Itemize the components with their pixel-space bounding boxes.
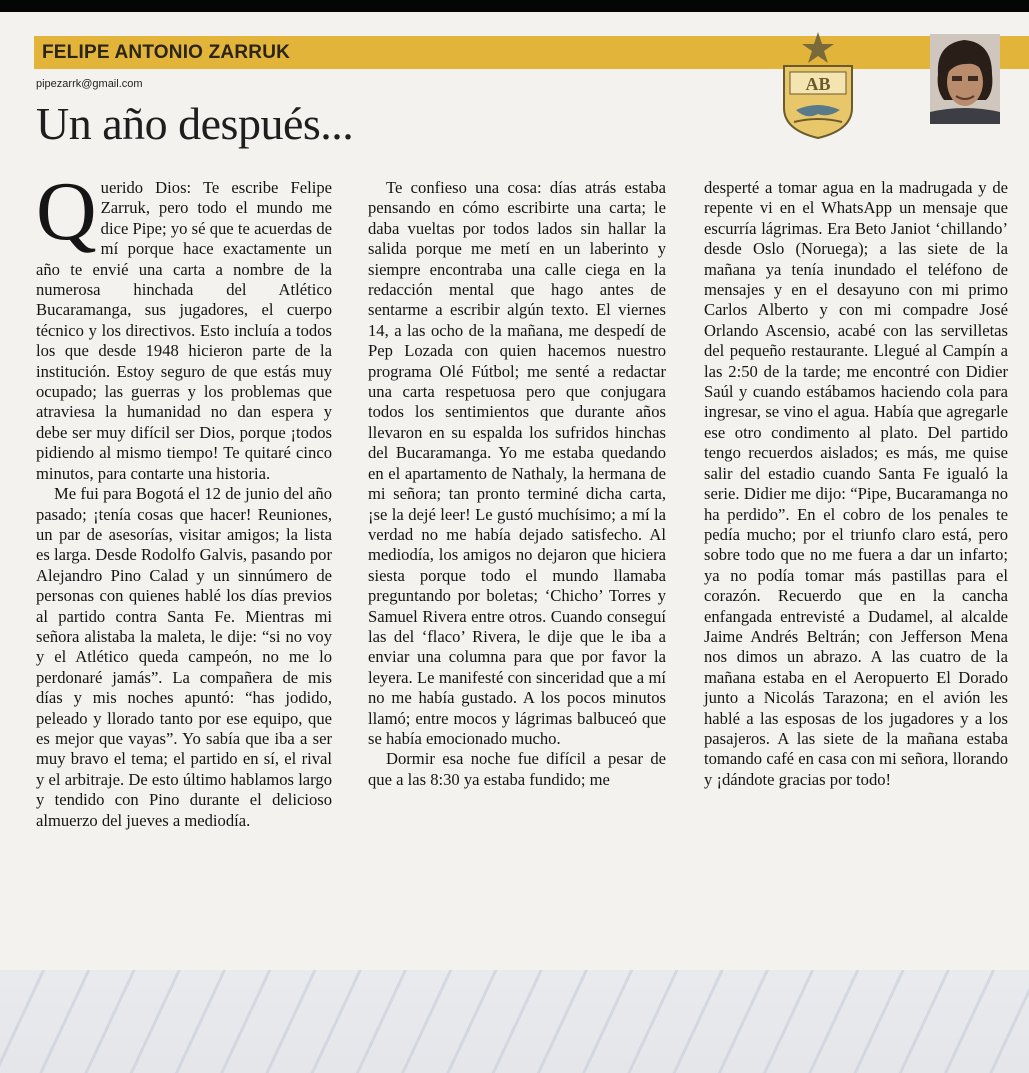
star-icon	[802, 32, 834, 63]
paragraph: Dormir esa noche fue difícil a pesar de que a las 8:30 ya estaba fundido; me	[368, 749, 666, 789]
paragraph: Te confieso una cosa: días atrás estaba pensando en cómo escribirte una carta; le daba vueltas por todos lados sin hallar la salida porque me metí en un laberinto y siempre encontraba una calle ciega en la redacción mental que hago antes de sentarme a escribir algún texto. El viernes 14, a las ocho de la mañana, me despedí de Pep Lozada con quien hacemos nuestro programa Olé Fútbol; me senté a redactar una carta respetuosa pero que conjugara todos los sentimientos que durante años llevaron en su espalda los sufridos hinchas del Bucaramanga. Yo me estaba quedando en el apartamento de Nathaly, la hermana de mi señora; tan pronto terminé dicha carta, ¡se la dejé leer! Le gustó muchísimo; a mí la verdad no me había dejado satisfecho. Al mediodía, los amigos no dejaron que hiciera siesta porque todo el mundo llamaba preguntando por boletas; ‘Chicho’ Torres y Samuel Rivera entre otros. Cuando conseguí las del ‘flaco’ Rivera, le dije que le iba a enviar una columna para que por favor la leyera. Le manifesté con sinceridad que a mí no me había gustado. A los pocos minutos llamó; entre mocos y lágrimas balbuceó que se había emocionado mucho.	[368, 178, 666, 748]
top-bar	[0, 0, 1029, 12]
author-photo	[930, 34, 1000, 124]
author-email: pipezarrk@gmail.com	[36, 78, 143, 90]
article-column-1	[36, 165, 332, 831]
author-name: FELIPE ANTONIO ZARRUK	[42, 42, 291, 63]
paragraph-text: uerido Dios: Te escribe Felipe Zarruk, pero todo el mundo me dice Pipe; yo sé que te acuerdas de mí porque hace exactamente un año te envié una carta a nombre de la numerosa hinchada del Atlético Bucaramanga, sus jugadores, el cuerpo técnico y los directivos. Esto incluía a todos los que desde 1948 hicieron parte de la institución. Estoy seguro de que estás muy ocupado; las guerras y los problemas que atraviesa la humanidad no dan espera y debe ser muy difícil ser Dios, porque ¡todos pidiendo al mismo tiempo! Te quitaré cinco minutos, para contarte una historia.	[36, 178, 332, 483]
paragraph: Me fui para Bogotá el 12 de junio del año pasado; ¡tenía cosas que hacer! Reuniones, un par de asesorías, visitar amigos; la lista es larga. Desde Rodolfo Galvis, pasando por Alejandro Pino Calad y un sinnúmero de personas con quienes hablé los días previos al partido contra Santa Fe. Mientras mi señora alistaba la maleta, le dije: “si no voy y el Atlético queda campeón, no me lo perdonaré jamás”. La compañera de mis días y mis noches apuntó: “has jodido, peleado y llorado tanto por ese equipo, que es mejor que vayas”. Yo sabía que iba a ser muy bravo el tema; el partido en sí, el rival y el arbitraje. De esto último hablamos largo y tendido con Pino durante el delicioso almuerzo del jueves a mediodía.	[36, 484, 332, 830]
shield-monogram: AB	[805, 74, 831, 94]
paragraph	[36, 165, 332, 484]
drop-cap: Q	[36, 165, 97, 258]
background-pattern	[0, 970, 1029, 1073]
paragraph: desperté a tomar agua en la madrugada y de repente vi en el WhatsApp un mensaje que escurría lágrimas. Era Beto Janiot ‘chillando’ desde Oslo (Noruega); a las siete de la mañana ya tenía inundado el teléfono de mensajes y en el desayuno con mi primo Carlos Alberto y con mi compadre José Orlando Ascensio, acabé con las servilletas del pequeño restaurante. Llegué al Campín a las 2:50 de la tarde; me encontré con Didier Saúl y cuando estábamos haciendo cola para ingresar, se vino el agua. Había que agregarle ese otro condimento al plato. Del partido tengo recuerdos aislados; es más, me quise salir del estadio cuando Santa Fe igualó la serie. Didier me dijo: “Pipe, Bucaramanga no ha perdido”. En el cobro de los penales te pedía mucho; por el triunfo claro está, pero sobre todo que no me fuera a dar un infarto; ya no podía tomar más pastillas para el corazón. Recuerdo que en la cancha enfangada entrevisté a Dudamel, al alcalde Jaime Andrés Beltrán; con Jefferson Mena nos dimos un abrazo. A las cuatro de la mañana estaba en el Aeropuerto El Dorado junto a Nicolás Tarazona; en el avión les hablé a las esposas de los jugadores y a los pasajeros. A las siete de la mañana estaba tomando café en casa con mi señora, llorando y ¡dándote gracias por todo!	[704, 178, 1008, 789]
club-shield-logo	[776, 30, 860, 140]
article-column-3	[704, 178, 1008, 790]
article-column-2	[368, 178, 666, 790]
article-title: Un año después...	[36, 98, 354, 149]
